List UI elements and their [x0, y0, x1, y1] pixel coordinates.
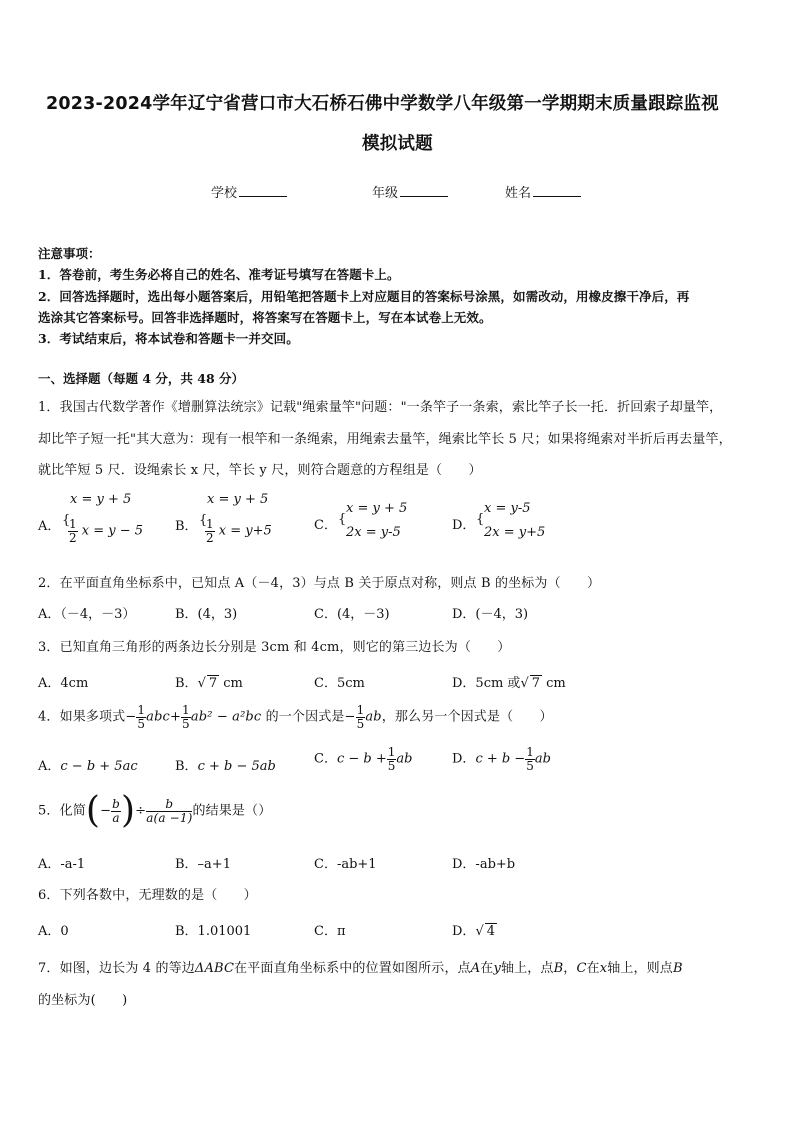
radicand: 4 — [486, 924, 496, 939]
note-item: 1．答卷前，考生务必将自己的姓名、准考证号填写在答题卡上。 — [38, 267, 400, 282]
q1-text: 却比竿子短一托"其大意为：现有一根竿和一条绳索，用绳索去量竿，绳索比竿长 5 尺；如果将绳索对半折后再去量竿， — [38, 432, 732, 447]
equation: x = y + 5 — [346, 501, 408, 516]
q3-option-c[interactable]: C．5cm — [314, 676, 365, 691]
option-label: A． — [38, 519, 61, 534]
q6-option-a[interactable]: A．0 — [38, 924, 69, 939]
q1-text: 1．我国古代数学著作《增删算法统宗》记载"绳索量竿"问题："一条竿子一条索，索比竿子长一托．折回索子却量竿， — [38, 400, 723, 415]
school-label: 学校 — [211, 186, 238, 201]
system-brace: { — [62, 513, 71, 528]
right-paren: ) — [120, 790, 136, 831]
radicand: 7 — [208, 676, 218, 691]
option-label: B． — [175, 519, 198, 534]
q2-option-a[interactable]: A．（－4，－3） — [38, 607, 136, 622]
equation: $\frac{1}{2}$ x = y − 5 — [69, 517, 144, 545]
q5-text: 5．化简(− $\frac{b}{a}$ )÷ $\frac{b}{a(a -1)}$ 的结果是（） — [38, 790, 272, 831]
q6-option-d[interactable]: D．√ 4 — [452, 924, 496, 939]
fraction: $\frac{1}{2}$ — [206, 517, 214, 545]
q5-option-a[interactable]: A．-a-1 — [38, 857, 86, 872]
q6-text: 6．下列各数中，无理数的是（ ） — [38, 888, 257, 903]
fraction: $\frac{b}{a(a -1)}$ — [146, 796, 193, 825]
q2-option-c[interactable]: C．(4，－3) — [314, 607, 390, 622]
q5-option-d[interactable]: D．-ab+b — [452, 857, 516, 872]
q4-text: 4．如果多项式− $\frac{1}{5}$ abc+ $\frac{1}{5}$ ab² − a²bc 的一个因式是− $\frac{1}{5}$ ab，那么另一个因式是（ ） — [38, 703, 553, 731]
grade-label: 年级 — [372, 186, 399, 201]
note-item: 选涂其它答案标号。回答非选择题时，将答案写在答题卡上，写在本试卷上无效。 — [38, 310, 492, 325]
note-item: 3．考试结束后，将本试卷和答题卡一并交回。 — [38, 331, 299, 346]
radicand: 7 — [531, 676, 541, 691]
q4-option-d[interactable]: D．c + b − $\frac{1}{5}$ ab — [452, 745, 551, 773]
q1-text: 就比竿短 5 尺．设绳索长 x 尺，竿长 y 尺，则符合题意的方程组是（ ） — [38, 463, 482, 478]
q7-text-line2: 的坐标为( ) — [38, 993, 128, 1008]
fraction: $\frac{b}{a}$ — [112, 796, 120, 825]
system-brace: { — [338, 512, 347, 527]
name-field — [505, 182, 581, 201]
grade-field — [372, 182, 448, 201]
left-paren: ( — [85, 790, 101, 831]
sqrt-sign: √ — [197, 676, 206, 691]
q4-option-a[interactable]: A．c − b + 5ac — [38, 759, 138, 774]
equation: $\frac{1}{2}$ x = y+5 — [206, 517, 272, 545]
grade-blank — [400, 184, 448, 197]
q2-option-d[interactable]: D．(－4，3) — [452, 607, 529, 622]
q1-option-a[interactable] — [38, 490, 168, 550]
fraction: $\frac{1}{5}$ — [387, 745, 396, 773]
q3-option-a[interactable]: A．4cm — [38, 676, 89, 691]
q5-option-c[interactable]: C．-ab+1 — [314, 857, 377, 872]
fraction: $\frac{1}{2}$ — [69, 517, 77, 545]
q3-option-b[interactable]: B．√ 7 cm — [175, 676, 243, 691]
sqrt-sign: √ — [475, 924, 484, 939]
q3-text: 3．已知直角三角形的两条边长分别是 3cm 和 4cm，则它的第三边长为（ ） — [38, 640, 511, 655]
system-brace: { — [199, 513, 208, 528]
q3-option-d[interactable]: D．5cm 或√ 7 cm — [452, 676, 566, 691]
q7-text: 7．如图，边长为 4 的等边ΔABC在平面直角坐标系中的位置如图所示，点A在y轴上，点B，C在x轴上，则点B — [38, 961, 683, 976]
q2-text: 2．在平面直角坐标系中，已知点 A（－4，3）与点 B 关于原点对称，则点 B 的坐标为（ ） — [38, 576, 601, 591]
q1-option-d[interactable] — [452, 500, 582, 550]
section-heading: 一、选择题（每题 4 分，共 48 分） — [38, 371, 245, 386]
name-label: 姓名 — [505, 186, 532, 201]
sqrt-sign: √ — [520, 676, 529, 691]
q1-option-b[interactable] — [175, 490, 305, 550]
option-label: D． — [452, 518, 476, 533]
option-label: C． — [314, 518, 337, 533]
q6-option-b[interactable]: B．1.01001 — [175, 924, 252, 939]
page-title: 2023-2024学年辽宁省营口市大石桥石佛中学数学八年级第一学期期末质量跟踪监视 — [46, 94, 719, 114]
q6-option-c[interactable]: C．π — [314, 924, 346, 939]
fraction: $\frac{1}{5}$ — [356, 703, 365, 731]
name-blank — [533, 184, 581, 197]
page-title-line2: 模拟试题 — [362, 134, 433, 154]
fraction: $\frac{1}{5}$ — [182, 703, 190, 731]
equation: x = y-5 — [484, 501, 531, 516]
equation: 2x = y+5 — [484, 525, 546, 540]
equation: x = y + 5 — [70, 492, 132, 507]
note-item: 2．回答选择题时，选出每小题答案后，用铅笔把答题卡上对应题目的答案标号涂黑，如需改动，用橡皮擦干净后，再 — [38, 289, 690, 304]
q4-option-c[interactable]: C．c − b + $\frac{1}{5}$ ab — [314, 745, 413, 773]
notes-heading: 注意事项： — [38, 246, 101, 261]
school-blank — [239, 184, 287, 197]
fraction: $\frac{1}{5}$ — [137, 703, 146, 731]
q2-option-b[interactable]: B．(4，3) — [175, 607, 238, 622]
system-brace: { — [476, 512, 485, 527]
equation: x = y + 5 — [207, 492, 269, 507]
q4-option-b[interactable]: B．c + b − 5ab — [175, 759, 276, 774]
q1-option-c[interactable] — [314, 500, 444, 550]
q5-option-b[interactable]: B．–a+1 — [175, 857, 231, 872]
equation: 2x = y-5 — [346, 525, 401, 540]
fraction: $\frac{1}{5}$ — [526, 745, 534, 773]
school-field — [211, 182, 287, 201]
